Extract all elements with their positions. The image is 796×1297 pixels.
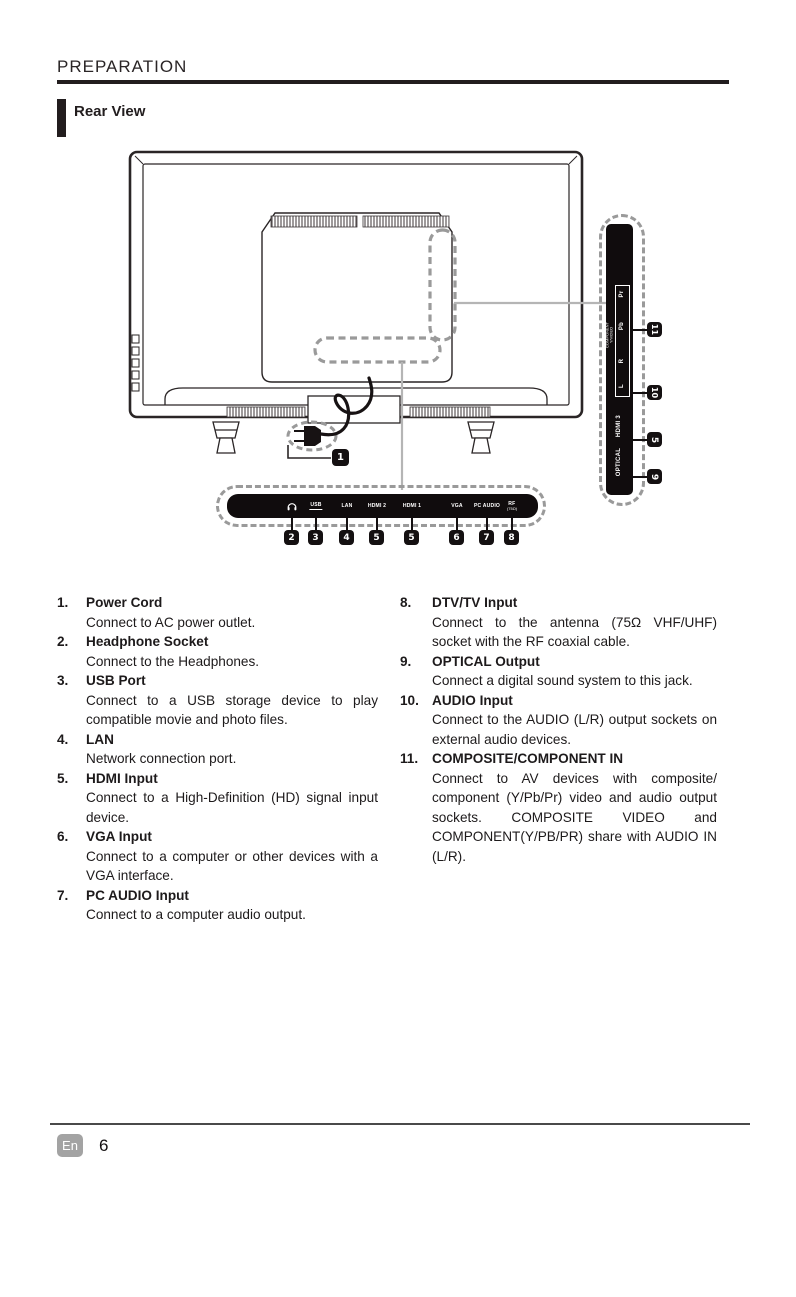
item-number: 3.: [57, 673, 69, 688]
item-title: LAN: [86, 731, 114, 747]
list-item: [400, 749, 717, 866]
legend-column-right: [400, 593, 717, 866]
section-title: Rear View: [74, 103, 146, 120]
headphone-icon: [287, 502, 297, 511]
port-vga: [450, 494, 464, 518]
item-description: Connect to a computer or other devices with a VGA interface.: [86, 848, 378, 883]
list-item: [57, 827, 378, 886]
port-lan: [341, 494, 354, 518]
callout-composite-component: 11: [647, 322, 662, 337]
leader-line: [456, 518, 458, 530]
callout-hdmi1: 5: [404, 530, 419, 545]
list-item: [57, 671, 378, 730]
leader-line: [346, 518, 348, 530]
legend-column-left: [57, 593, 378, 925]
list-item: [57, 632, 378, 671]
callout-hdmi2: 5: [369, 530, 384, 545]
item-description: Connect to a computer audio output.: [86, 907, 306, 922]
callout-hdmi3: 5: [647, 432, 662, 447]
item-description: Network connection port.: [86, 751, 237, 766]
footer-rule: [50, 1123, 750, 1125]
list-item: [400, 593, 717, 652]
item-description: Connect to the AUDIO (L/R) output sockets on external audio devices.: [432, 712, 717, 747]
item-description: Connect to AC power outlet.: [86, 614, 256, 630]
list-item: [57, 769, 378, 828]
list-item: [57, 593, 378, 632]
item-title: Power Cord: [86, 595, 163, 610]
port-headphone: [287, 494, 297, 518]
rear-view-diagram: [0, 0, 796, 600]
port-hdmi1: [401, 494, 423, 518]
item-description: Connect a digital sound system to this jack.: [432, 673, 693, 688]
jack-label-l: L: [619, 384, 625, 388]
port-label: USB: [310, 502, 322, 508]
item-description: Connect to the antenna (75Ω VHF/UHF) socket with the RF coaxial cable.: [432, 614, 717, 649]
leader-line: [376, 518, 378, 530]
list-item: [400, 652, 717, 691]
item-number: 7.: [57, 887, 69, 903]
callout-pc-audio: 7: [479, 530, 494, 545]
item-title: VGA Input: [86, 829, 152, 844]
item-number: 5.: [57, 770, 69, 786]
callout-headphone: 2: [284, 530, 299, 545]
item-number: 8.: [400, 595, 412, 610]
item-title: Headphone Socket: [86, 634, 209, 649]
port-label: RF: [508, 500, 516, 507]
jack-label-r: R: [619, 358, 625, 364]
item-description: Connect to a USB storage device to play compatible movie and photo files.: [86, 692, 378, 727]
port-pc-audio: [472, 494, 503, 518]
callout-power-cord: 1: [332, 449, 349, 466]
callout-vga: 6: [449, 530, 464, 545]
usb-spec-rule: [310, 509, 323, 510]
language-badge: En: [57, 1134, 83, 1157]
port-label: HDMI 1: [402, 503, 422, 509]
item-number: 9.: [400, 653, 412, 669]
port-label: HDMI 2: [367, 503, 387, 509]
page-header: PREPARATION: [57, 57, 188, 76]
port-label: LAN: [341, 503, 353, 509]
list-item: [400, 691, 717, 750]
item-title: AUDIO Input: [432, 692, 513, 708]
jack-label-pr: Pr: [619, 290, 625, 298]
leader-line: [411, 518, 413, 530]
item-description: Connect to AV devices with composite/ component (Y/Pb/Pr) video and audio output sockets. COMPOSITE VIDEO and COMPONENT(Y/PB/PR) share with AUDIO IN (L/R).: [432, 770, 717, 864]
item-title: OPTICAL Output: [432, 653, 540, 669]
leader-line: [511, 518, 513, 530]
port-usb: [309, 494, 322, 518]
item-title: PC AUDIO Input: [86, 887, 189, 903]
port-label: PC AUDIO: [473, 503, 501, 509]
port-label: VGA: [451, 503, 463, 509]
item-number: 4.: [57, 731, 69, 747]
jack-label-hdmi3: HDMI 3: [616, 414, 622, 438]
item-number: 6.: [57, 829, 69, 844]
callout-lan: 4: [339, 530, 354, 545]
leader-line: [315, 518, 317, 530]
item-title: COMPOSITE/COMPONENT IN: [432, 751, 624, 766]
leader-line: [291, 518, 293, 530]
item-title: USB Port: [86, 673, 146, 688]
callout-audio-in: 10: [647, 385, 662, 400]
list-item: [57, 730, 378, 769]
item-number: 2.: [57, 634, 69, 649]
page-number: 6: [99, 1136, 109, 1155]
port-sublabel: (75Ω): [506, 506, 518, 511]
callout-usb: 3: [308, 530, 323, 545]
item-title: DTV/TV Input: [432, 595, 518, 610]
item-number: 11.: [400, 751, 419, 766]
component-group-label: COMPONENT Y/VIDEO: [605, 322, 614, 348]
item-number: 10.: [400, 692, 419, 708]
port-hdmi2: [366, 494, 388, 518]
item-description: Connect to the Headphones.: [86, 653, 260, 669]
jack-label-optical: OPTICAL: [616, 447, 622, 477]
jack-label-pb: Pb: [619, 321, 625, 331]
item-description: Connect to a High-Definition (HD) signal input device.: [86, 790, 378, 825]
callout-rf: 8: [504, 530, 519, 545]
item-number: 1.: [57, 595, 69, 610]
item-title: HDMI Input: [86, 770, 158, 786]
callout-optical: 9: [647, 469, 662, 484]
list-item: [57, 886, 378, 925]
port-rf: [506, 494, 519, 518]
leader-line: [486, 518, 488, 530]
